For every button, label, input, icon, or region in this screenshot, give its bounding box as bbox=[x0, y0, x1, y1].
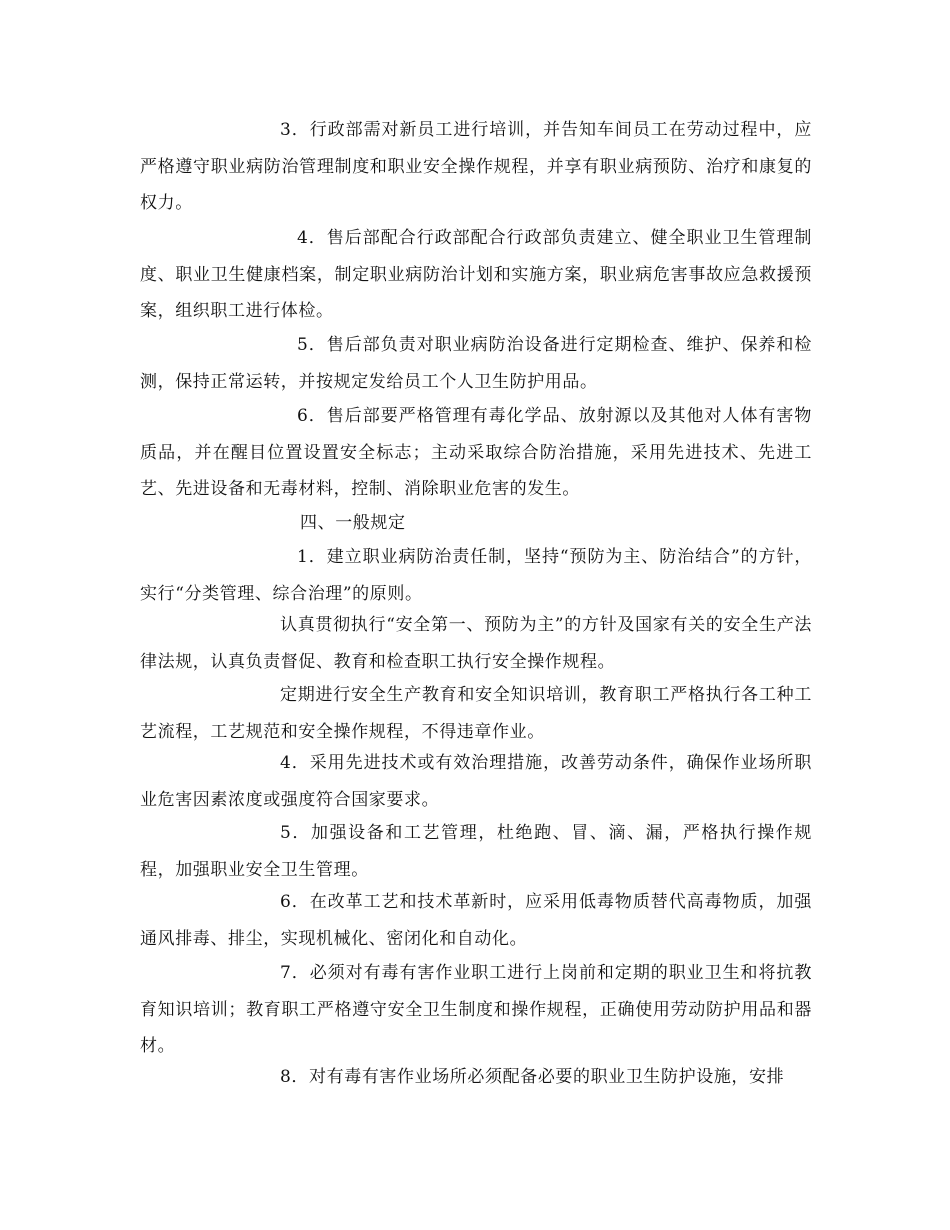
paragraph-rule-1-responsibility: 1．建立职业病防治责任制，坚持“预防为主、防治结合”的方针，实行“分类管理、综合治理”的原则。 bbox=[140, 547, 812, 604]
paragraph-rule-6-process-reform: 6．在改革工艺和技术革新时，应采用低毒物质替代高毒物质，加强通风排毒、排尘，实现机械化、密闭化和自动化。 bbox=[140, 892, 812, 949]
paragraph-item-4-after-sales-records: 4．售后部配合行政部配合行政部负责建立、健全职业卫生管理制度、职业卫生健康档案，制定职业病防治计划和实施方案，职业病危害事故应急救援预案，组织职工进行体检。 bbox=[140, 228, 812, 321]
paragraph-rule-safety-first: 认真贯彻执行“安全第一、预防为主”的方针及国家有关的安全生产法律法规，认真负责督促、教育和检查职工执行安全操作规程。 bbox=[140, 615, 812, 672]
section-heading-general-rules: 四、一般规定 bbox=[300, 513, 406, 533]
paragraph-rule-5-equipment-management: 5．加强设备和工艺管理，杜绝跑、冒、滴、漏，严格执行操作规程，加强职业安全卫生管理。 bbox=[140, 823, 812, 880]
paragraph-item-6-hazardous-materials: 6．售后部要严格管理有毒化学品、放射源以及其他对人体有害物质品，并在醒目位置设置安全标志；主动采取综合防治措施，采用先进技术、先进工艺、先进设备和无毒材料，控制、消除职业危害的发生。 bbox=[140, 406, 812, 499]
paragraph-rule-8-protective-facilities: 8．对有毒有害作业场所必须配备必要的职业卫生防护设施，安排 bbox=[280, 1067, 785, 1087]
paragraph-rule-7-job-training: 7．必须对有毒有害作业职工进行上岗前和定期的职业卫生和将抗教育知识培训；教育职工严格遵守安全卫生制度和操作规程，正确使用劳动防护用品和器材。 bbox=[140, 963, 812, 1056]
paragraph-rule-safety-education: 定期进行安全生产教育和安全知识培训，教育职工严格执行各工种工艺流程，工艺规范和安全操作规程，不得违章作业。 bbox=[140, 685, 812, 742]
paragraph-item-5-equipment-inspection: 5．售后部负责对职业病防治设备进行定期检查、维护、保养和检测，保持正常运转，并按规定发给员工个人卫生防护用品。 bbox=[140, 335, 812, 392]
paragraph-rule-4-advanced-technology: 4．采用先进技术或有效治理措施，改善劳动条件，确保作业场所职业危害因素浓度或强度符合国家要求。 bbox=[140, 753, 812, 810]
paragraph-item-3-admin-training: 3．行政部需对新员工进行培训，并告知车间员工在劳动过程中，应严格遵守职业病防治管理制度和职业安全操作规程，并享有职业病预防、治疗和康复的权力。 bbox=[140, 120, 812, 213]
